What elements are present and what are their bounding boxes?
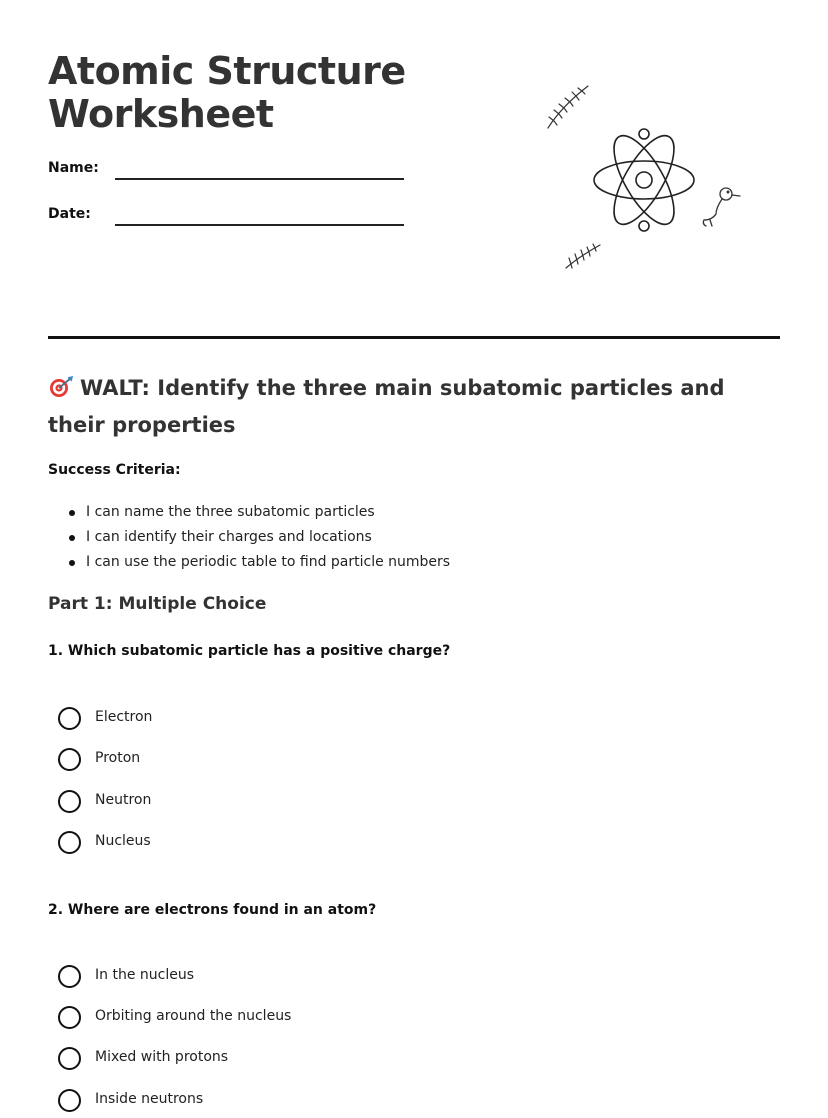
name-label: Name: (48, 160, 99, 176)
success-criteria-list (48, 500, 450, 575)
criteria-item: I can name the three subatomic particles (48, 500, 450, 525)
radio-button[interactable] (58, 1006, 81, 1029)
name-field[interactable] (48, 158, 408, 188)
option-label: In the nucleus (95, 967, 194, 983)
date-label: Date: (48, 206, 91, 222)
criteria-item: I can identify their charges and locations (48, 525, 450, 550)
radio-button[interactable] (58, 748, 81, 771)
header-divider (48, 336, 780, 339)
target-icon (48, 376, 74, 398)
title-line-1: Atomic Structure (48, 49, 406, 93)
radio-button[interactable] (58, 1089, 81, 1112)
fern-icon (566, 244, 600, 268)
option-label: Mixed with protons (95, 1049, 229, 1065)
date-field[interactable] (48, 204, 408, 234)
kiwi-bird-icon (703, 188, 740, 226)
option-label: Nucleus (95, 833, 151, 849)
question-1: 1. Which subatomic particle has a positive charge? (48, 643, 451, 659)
part-1-title: Part 1: Multiple Choice (48, 594, 267, 614)
walt-text: WALT: Identify the three main subatomic particles and their properties (48, 376, 725, 437)
radio-button[interactable] (58, 1047, 81, 1070)
option-label: Electron (95, 709, 153, 725)
criteria-item: I can use the periodic table to find particle numbers (48, 550, 450, 575)
option-label: Proton (95, 750, 141, 766)
radio-button[interactable] (58, 965, 81, 988)
worksheet-title (48, 50, 406, 136)
question-2: 2. Where are electrons found in an atom? (48, 902, 377, 918)
decoration-art (540, 80, 750, 280)
radio-button[interactable] (58, 790, 81, 813)
option-label: Inside neutrons (95, 1091, 204, 1107)
name-line[interactable] (115, 178, 404, 180)
radio-button[interactable] (58, 831, 81, 854)
date-line[interactable] (115, 224, 404, 226)
option-label: Orbiting around the nucleus (95, 1008, 292, 1024)
option-label: Neutron (95, 792, 152, 808)
success-criteria-heading: Success Criteria: (48, 462, 181, 478)
walt-heading (48, 370, 768, 444)
fern-icon (548, 86, 588, 128)
radio-button[interactable] (58, 707, 81, 730)
atom-icon (594, 127, 694, 233)
title-line-2: Worksheet (48, 92, 274, 136)
